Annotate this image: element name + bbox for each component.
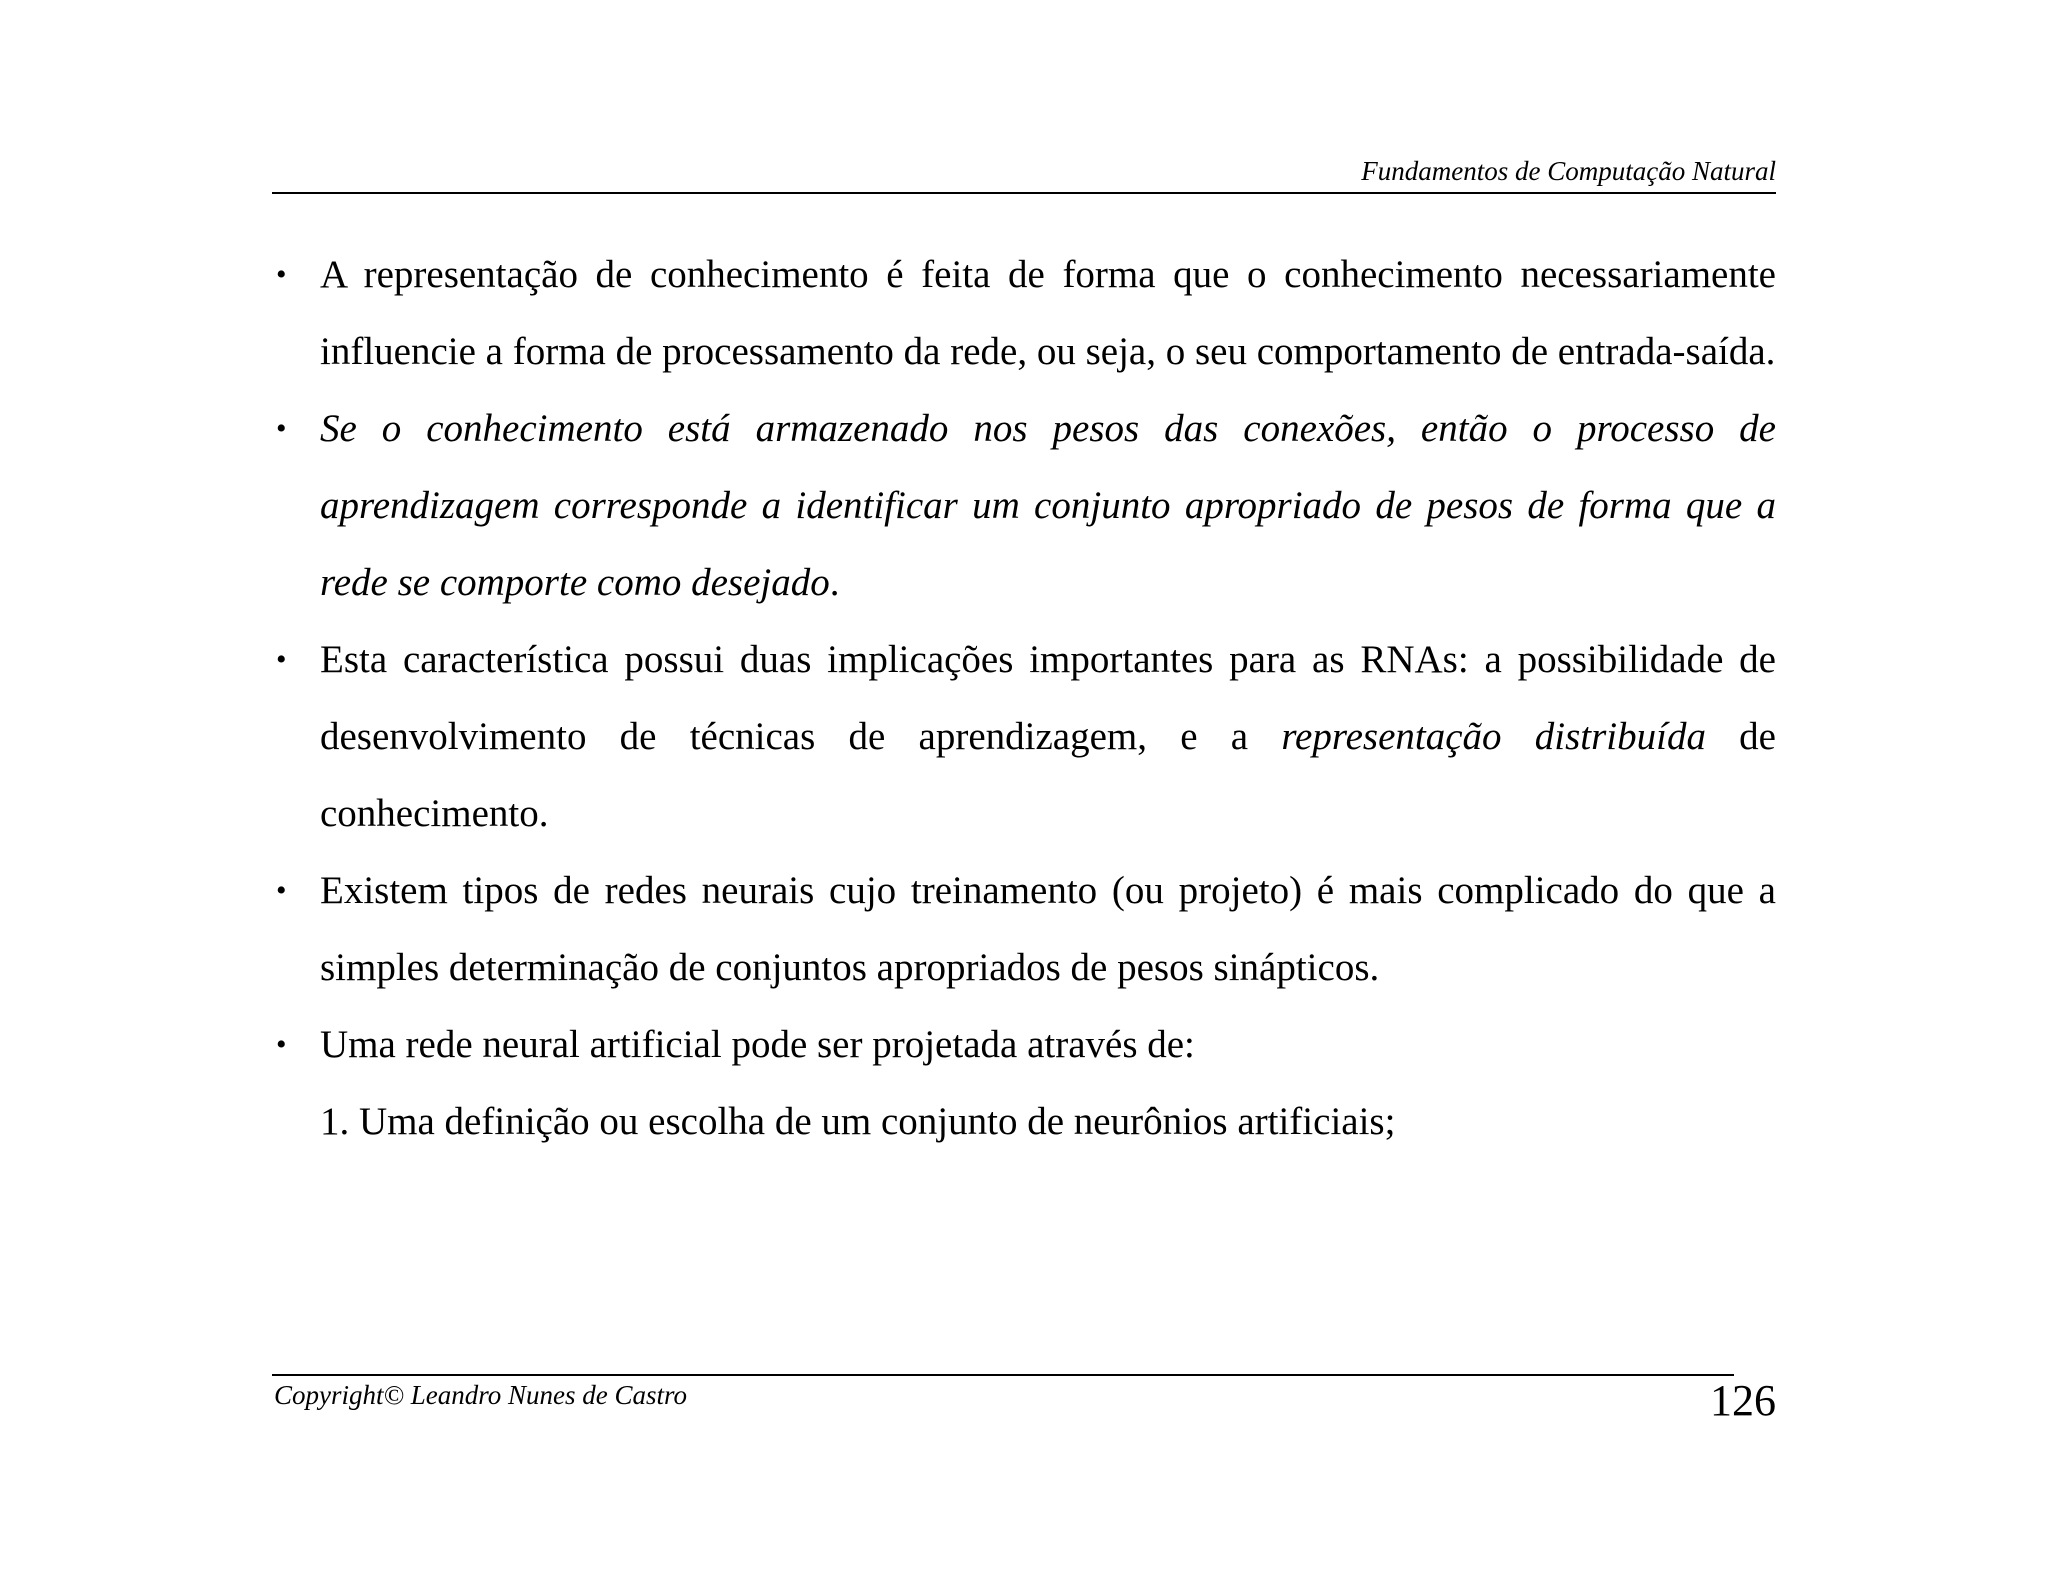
page-number: 126	[1710, 1376, 1776, 1425]
bullet-text-italic: representação distribuída	[1281, 715, 1706, 758]
bullet-item	[272, 1006, 1776, 1083]
page-body	[272, 236, 1776, 1160]
bullet-marker: •	[276, 874, 287, 907]
bullet-item	[272, 621, 1776, 852]
bullet-text-italic: Se o conhecimento está armazenado nos pesos das conexões, então o processo de aprendizagem corresponde a identificar um conjunto apropriado de pesos de forma que a rede se comporte como desejado	[320, 407, 1776, 604]
bullet-item	[272, 390, 1776, 621]
bullet-marker: •	[276, 412, 287, 445]
bullet-text	[320, 621, 1776, 852]
header-divider	[272, 192, 1776, 194]
bullet-text: Uma rede neural artificial pode ser projetada através de:	[320, 1023, 1195, 1066]
bullet-marker: •	[276, 643, 287, 676]
bullet-text: A representação de conhecimento é feita de forma que o conhecimento necessariamente influencie a forma de processamento da rede, ou seja, o seu comportamento de entrada-saída.	[320, 253, 1776, 373]
bullet-text	[320, 390, 1776, 621]
running-header-title: Fundamentos de Computação Natural	[1361, 156, 1776, 186]
bullet-text-end: de conhecimento.	[320, 715, 1776, 835]
copyright-notice: Copyright© Leandro Nunes de Castro	[274, 1380, 688, 1410]
footer-divider	[272, 1374, 1734, 1376]
bullet-text-start: Esta característica possui duas implicações importantes para as RNAs: a possibilidade de desenvolvimento de técnicas de aprendizagem, e a	[320, 638, 1776, 758]
bullet-text: Existem tipos de redes neurais cujo treinamento (ou projeto) é mais complicado do que a simples determinação de conjuntos apropriados de pesos sinápticos.	[320, 869, 1776, 989]
bullet-marker: •	[276, 1028, 287, 1061]
bullet-marker: •	[276, 258, 287, 291]
bullet-item	[272, 852, 1776, 1006]
bullet-text-end: .	[829, 561, 840, 604]
numbered-item: 1. Uma definição ou escolha de um conjunto de neurônios artificiais;	[320, 1100, 1396, 1143]
bullet-item	[272, 236, 1776, 390]
